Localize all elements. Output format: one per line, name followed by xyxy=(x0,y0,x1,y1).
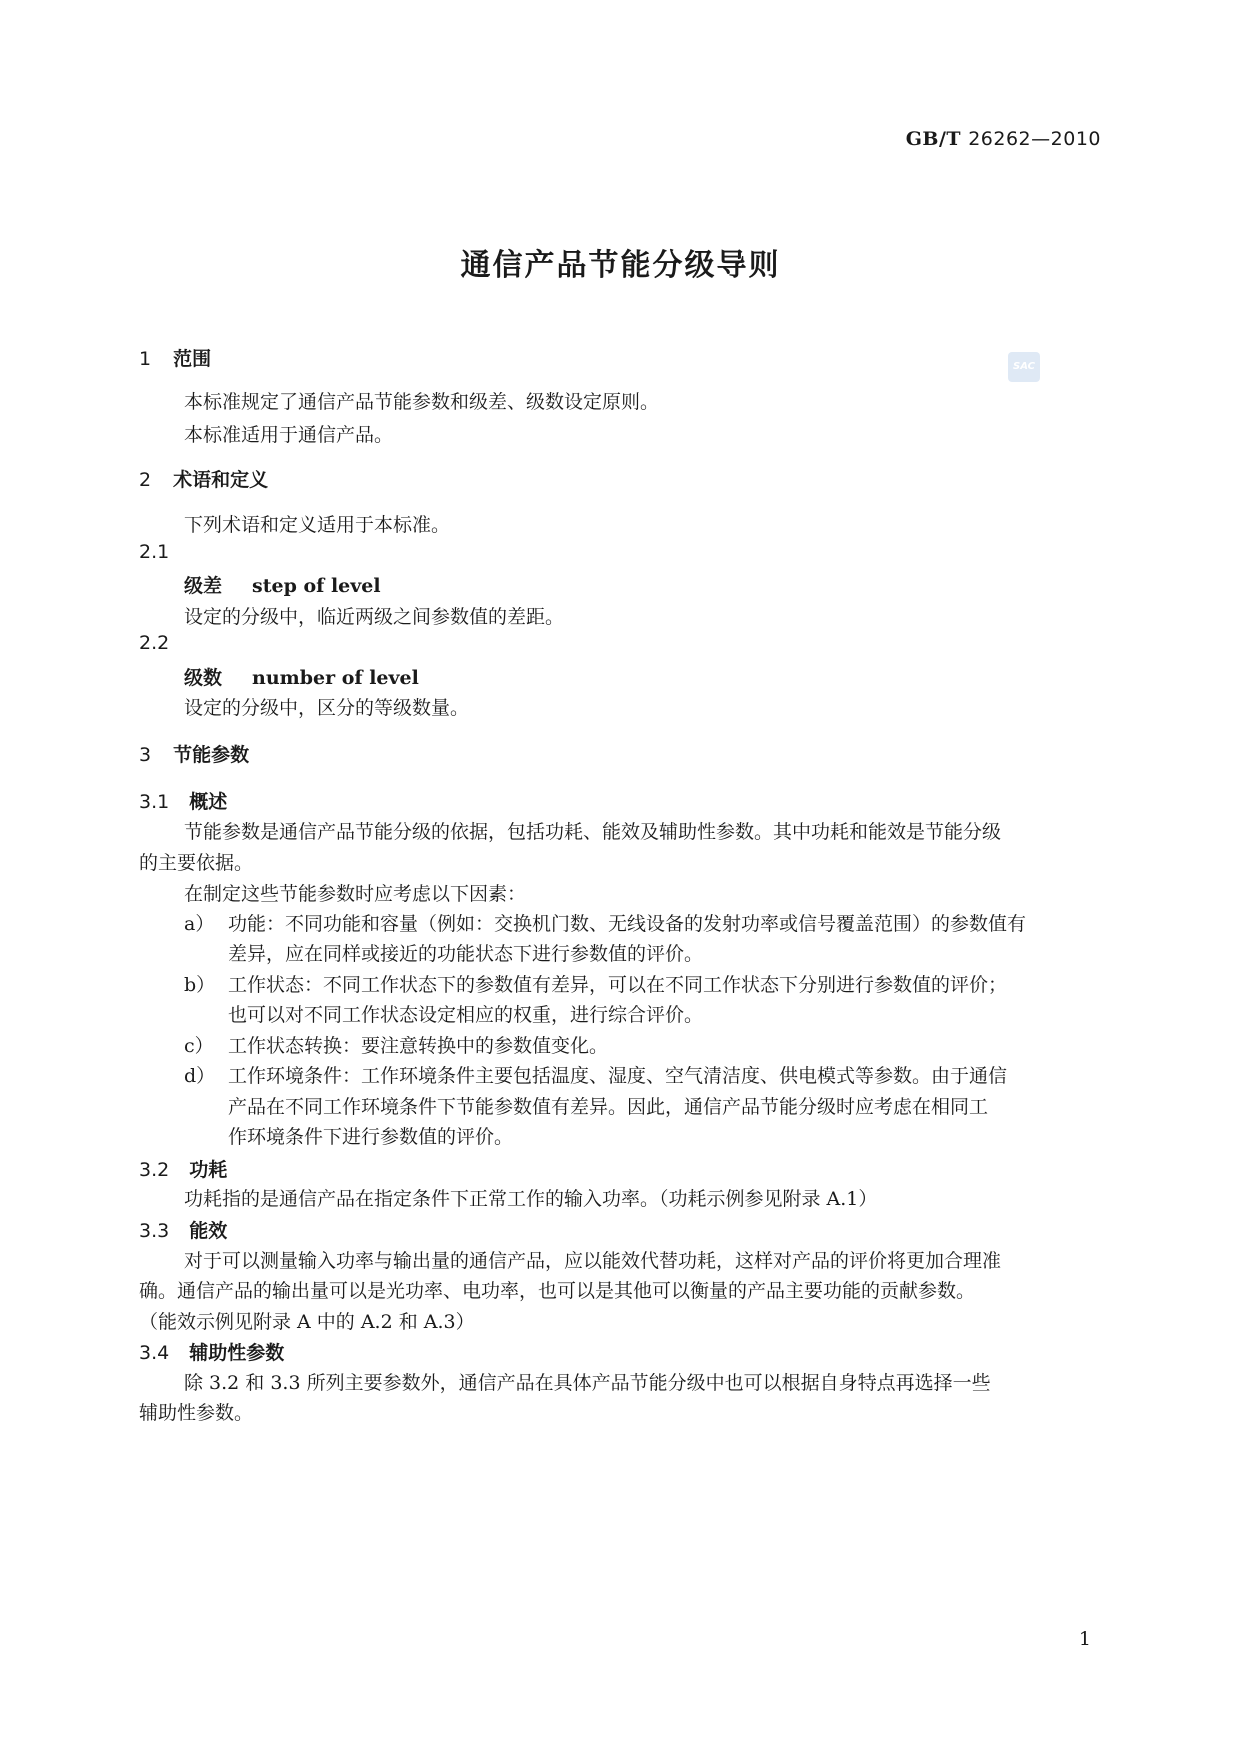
paragraph: 除 3.2 和 3.3 所列主要参数外，通信产品在具体产品节能分级中也可以根据自身特点再选择一些 xyxy=(184,1372,991,1394)
list-item: 工作环境条件：工作环境条件主要包括温度、湿度、空气清洁度、供电模式等参数。由于通信 xyxy=(228,1065,1008,1087)
section-title: 术语和定义 xyxy=(173,469,269,491)
list-item: 作环境条件下进行参数值的评价。 xyxy=(228,1126,514,1148)
paragraph: 的主要依据。 xyxy=(139,852,254,874)
paragraph: 节能参数是通信产品节能分级的依据，包括功耗、能效及辅助性参数。其中功耗和能效是节能分级 xyxy=(184,821,1002,843)
subsection-number: 3.4 xyxy=(139,1342,170,1364)
standard-code-number: 26262—2010 xyxy=(968,128,1101,150)
term-number: 2.1 xyxy=(139,541,170,563)
page-number: 1 xyxy=(1078,1628,1091,1650)
subsection-3-4-heading xyxy=(139,1338,284,1365)
list-item: 也可以对不同工作状态设定相应的权重，进行综合评价。 xyxy=(228,1004,704,1026)
sac-watermark-logo: SAC xyxy=(1008,352,1040,382)
list-item: 功能：不同功能和容量（例如：交换机门数、无线设备的发射功率或信号覆盖范围）的参数值有 xyxy=(228,913,1027,935)
paragraph: 功耗指的是通信产品在指定条件下正常工作的输入功率。（功耗示例参见附录 A.1） xyxy=(184,1188,878,1210)
term-definition: 设定的分级中，临近两级之间参数值的差距。 xyxy=(184,606,565,628)
subsection-title: 概述 xyxy=(189,791,228,813)
term-en: number of level xyxy=(252,667,419,689)
paragraph: 本标准适用于通信产品。 xyxy=(184,424,394,446)
paragraph: 下列术语和定义适用于本标准。 xyxy=(184,514,451,536)
paragraph: 确。通信产品的输出量可以是光功率、电功率，也可以是其他可以衡量的产品主要功能的贡献参数。 xyxy=(139,1280,976,1302)
subsection-title: 能效 xyxy=(189,1220,228,1242)
standard-code xyxy=(906,128,1101,150)
term-zh: 级差 xyxy=(184,575,223,597)
subsection-3-2-heading xyxy=(139,1155,227,1182)
term-en: step of level xyxy=(252,575,381,597)
section-3-heading xyxy=(139,740,249,767)
paragraph: （能效示例见附录 A 中的 A.2 和 A.3） xyxy=(139,1311,475,1333)
term-number: 2.2 xyxy=(139,632,170,654)
standard-code-prefix: GB/T xyxy=(905,128,962,150)
paragraph: 本标准规定了通信产品节能参数和级差、级数设定原则。 xyxy=(184,391,660,413)
section-title: 节能参数 xyxy=(173,744,250,766)
section-2-heading xyxy=(139,465,268,492)
paragraph: 在制定这些节能参数时应考虑以下因素： xyxy=(184,883,527,905)
subsection-number: 3.3 xyxy=(139,1220,170,1242)
section-number: 2 xyxy=(139,469,152,491)
list-item: 差异，应在同样或接近的功能状态下进行参数值的评价。 xyxy=(228,943,704,965)
section-title: 范围 xyxy=(173,348,212,370)
list-item: 产品在不同工作环境条件下节能参数值有差异。因此，通信产品节能分级时应考虑在相同工 xyxy=(228,1096,989,1118)
list-marker: b） xyxy=(184,974,216,996)
subsection-title: 辅助性参数 xyxy=(189,1342,285,1364)
term-zh: 级数 xyxy=(184,667,223,689)
section-number: 1 xyxy=(139,348,152,370)
list-marker: c） xyxy=(184,1035,214,1057)
subsection-number: 3.2 xyxy=(139,1159,170,1181)
term-heading xyxy=(184,663,419,690)
term-definition: 设定的分级中，区分的等级数量。 xyxy=(184,697,470,719)
subsection-3-3-heading xyxy=(139,1216,227,1243)
list-marker: d） xyxy=(184,1065,216,1087)
subsection-title: 功耗 xyxy=(189,1159,228,1181)
section-number: 3 xyxy=(139,744,152,766)
subsection-3-1-heading xyxy=(139,787,227,814)
subsection-number: 3.1 xyxy=(139,791,170,813)
list-item: 工作状态转换：要注意转换中的参数值变化。 xyxy=(228,1035,609,1057)
paragraph: 对于可以测量输入功率与输出量的通信产品，应以能效代替功耗，这样对产品的评价将更加合理准 xyxy=(184,1250,1002,1272)
paragraph: 辅助性参数。 xyxy=(139,1402,254,1424)
list-item: 工作状态：不同工作状态下的参数值有差异，可以在不同工作状态下分别进行参数值的评价； xyxy=(228,974,1008,996)
document-title: 通信产品节能分级导则 xyxy=(460,248,781,283)
list-marker: a） xyxy=(184,913,215,935)
term-heading xyxy=(184,571,381,598)
section-1-heading xyxy=(139,344,211,371)
